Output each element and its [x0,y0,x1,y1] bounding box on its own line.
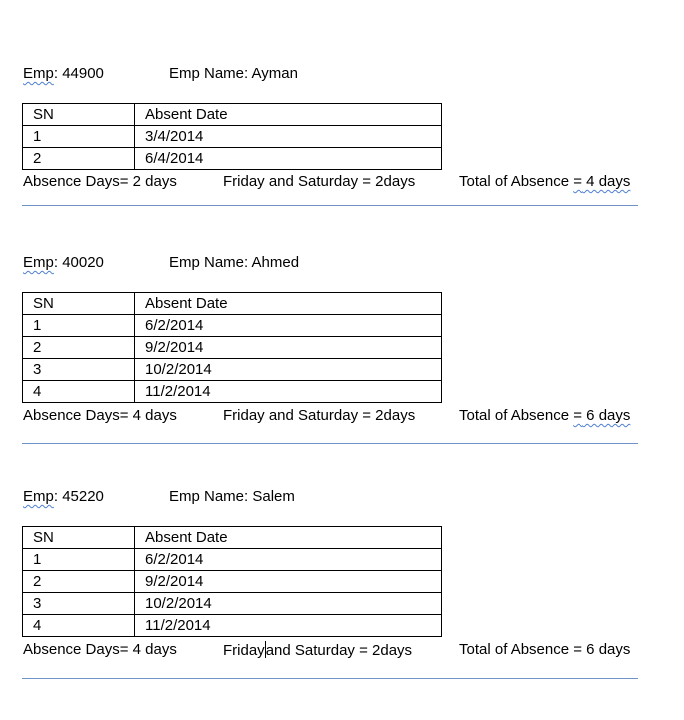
cell-date: 6/2/2014 [135,549,442,571]
header-sn: SN [23,293,135,315]
emp-name: Ayman [251,65,298,82]
cell-date: 11/2/2014 [135,381,442,403]
cell-date: 6/4/2014 [135,148,442,170]
table-row [23,126,442,148]
table-header-row [23,104,442,126]
total-eq: = [573,407,583,424]
table-row [23,359,442,381]
table-header-row [23,293,442,315]
header-absent-date: Absent Date [135,527,442,549]
absence-days-text: Absence Days= 2 days [23,173,177,190]
emp-id-line: Emp: 40020 [23,254,104,271]
emp-id-line: Emp: 45220 [23,488,104,505]
cell-sn: 3 [23,359,135,381]
table-row [23,381,442,403]
cell-sn: 1 [23,549,135,571]
table-row [23,148,442,170]
cell-date: 10/2/2014 [135,593,442,615]
emp-id: 44900 [62,65,104,82]
cell-sn: 3 [23,593,135,615]
emp-id: 45220 [62,488,104,505]
divider [22,678,638,679]
emp-name: Salem [252,488,295,505]
weekend-text: Friday and Saturday = 2days [223,173,416,190]
table-row [23,549,442,571]
total-value: 6 days [582,641,631,658]
total-label: Total of Absence [459,173,570,190]
weekend-text: Friday and Saturday = 2days [223,407,416,424]
emp-name-label: Emp Name: [169,65,249,82]
absence-table [22,103,442,170]
weekend-text-part: and Saturday = 2days [265,642,413,659]
cell-sn: 2 [23,571,135,593]
weekend-text[interactable] [223,641,412,659]
total-value: 6 days [582,407,631,424]
weekend-text-part: Friday [223,642,265,659]
cell-sn: 2 [23,337,135,359]
table-row [23,593,442,615]
header-absent-date: Absent Date [135,293,442,315]
table-header-row [23,527,442,549]
emp-label: Emp [23,488,54,505]
emp-name: Ahmed [251,254,300,271]
header-sn: SN [23,527,135,549]
table-row [23,571,442,593]
cell-date: 10/2/2014 [135,359,442,381]
cell-sn: 1 [23,315,135,337]
total-label: Total of Absence [459,641,570,658]
total-absence [459,407,630,424]
total-eq: = [573,173,583,190]
total-value: 4 days [582,173,631,190]
emp-name-line [169,65,298,82]
cell-date: 3/4/2014 [135,126,442,148]
emp-name-line [169,254,299,271]
divider [22,205,638,206]
absence-table [22,292,442,403]
cell-sn: 2 [23,148,135,170]
emp-name-label: Emp Name: [169,254,249,271]
total-label: Total of Absence [459,407,570,424]
divider [22,443,638,444]
emp-name-label: Emp Name: [169,488,249,505]
cell-sn: 4 [23,381,135,403]
emp-label: Emp [23,254,54,271]
cell-date: 11/2/2014 [135,615,442,637]
table-row [23,615,442,637]
total-absence [459,173,630,190]
absence-days-text: Absence Days= 4 days [23,641,177,658]
cell-sn: 1 [23,126,135,148]
absence-days-text: Absence Days= 4 days [23,407,177,424]
cell-sn: 4 [23,615,135,637]
emp-name-line [169,488,295,505]
emp-id: 40020 [62,254,104,271]
total-absence [459,641,630,658]
total-eq: = [573,641,583,658]
emp-id-line: Emp: 44900 [23,65,104,82]
table-row [23,315,442,337]
header-absent-date: Absent Date [135,104,442,126]
table-row [23,337,442,359]
header-sn: SN [23,104,135,126]
cell-date: 9/2/2014 [135,337,442,359]
emp-label: Emp [23,65,54,82]
absence-table [22,526,442,637]
cell-date: 6/2/2014 [135,315,442,337]
cell-date: 9/2/2014 [135,571,442,593]
